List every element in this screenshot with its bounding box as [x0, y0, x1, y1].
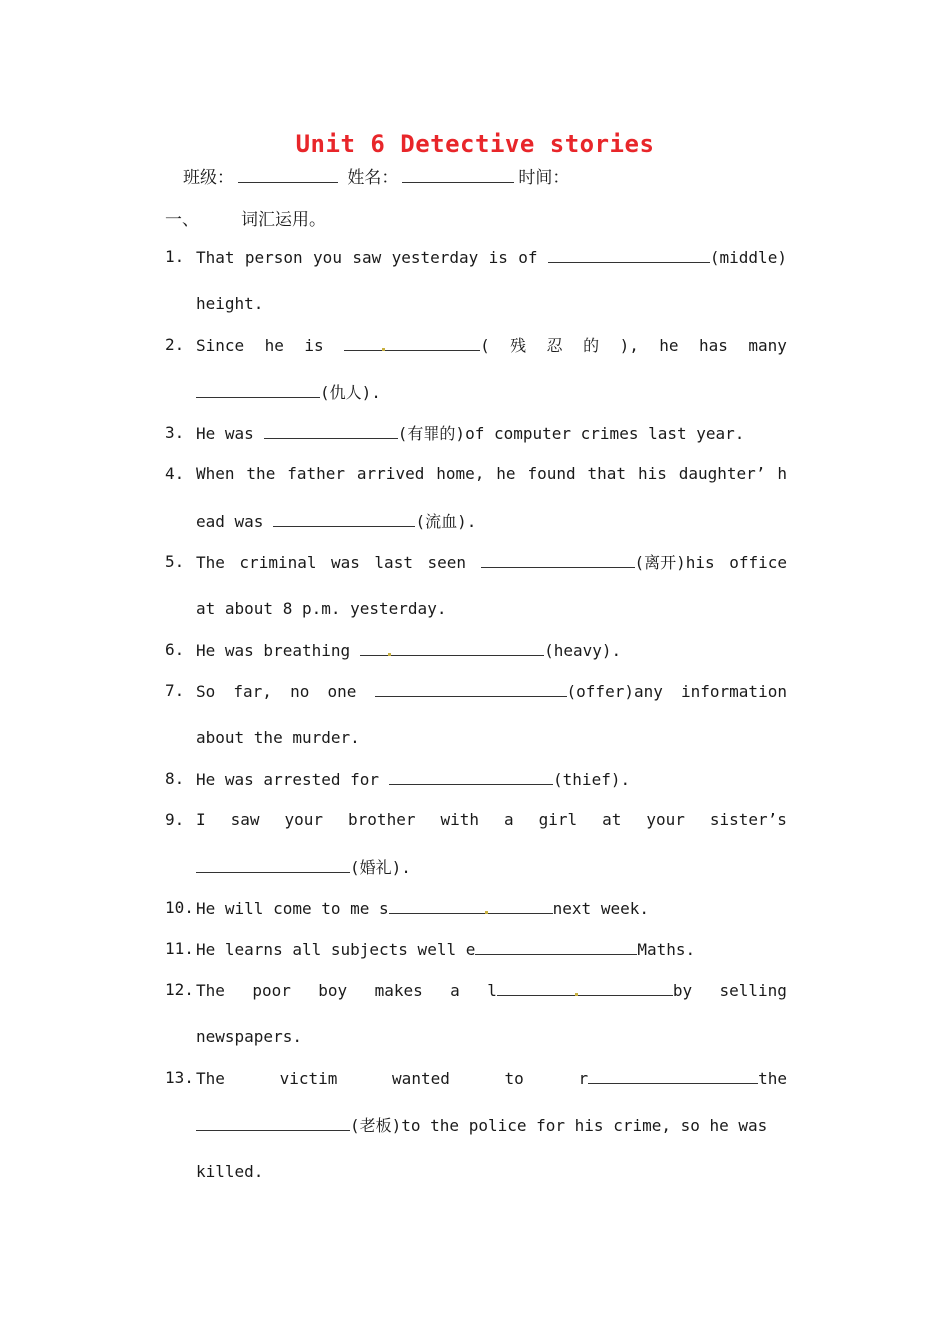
question-number: 9. [165, 810, 185, 829]
hint: (老板)to the police for his crime, so he was [350, 1116, 768, 1135]
continuation-text: at about 8 p.m. yesterday. [196, 599, 447, 618]
section-number: 一、 [165, 210, 199, 230]
word: a [503, 810, 514, 829]
word: he [264, 336, 284, 355]
section-title: 词汇运用。 [241, 210, 326, 230]
question-number: 8. [165, 769, 185, 788]
word: is [304, 336, 324, 355]
question-1 [165, 246, 787, 268]
continuation-text: about the murder. [196, 728, 360, 747]
hint: 的 [583, 336, 600, 355]
question-9 [165, 809, 787, 831]
question-number: 2. [165, 335, 185, 354]
answer-blank[interactable] [588, 1067, 758, 1084]
answer-blank[interactable] [497, 979, 673, 996]
word: brother [348, 810, 416, 829]
word: office [729, 553, 787, 572]
page-title: Unit 6 Detective stories [295, 130, 655, 158]
word: Since [196, 336, 245, 355]
speck [382, 348, 385, 351]
hint: (heavy). [544, 641, 622, 660]
word: The [196, 1069, 225, 1088]
question-6 [165, 639, 787, 661]
word: of [518, 248, 538, 267]
word: wanted [392, 1069, 450, 1088]
word: I [196, 810, 206, 829]
answer-blank[interactable] [548, 246, 710, 263]
prefix-text: He was [196, 424, 254, 443]
word: girl [538, 810, 578, 829]
continuation-text: height. [196, 294, 264, 313]
speck [388, 653, 391, 656]
question-3 [165, 422, 787, 444]
hint: (流血). [415, 512, 477, 531]
continuation-text: newspapers. [196, 1027, 302, 1046]
word: one [327, 682, 357, 701]
question-4 [165, 463, 787, 485]
hint: ( [480, 336, 490, 355]
word: far, [233, 682, 272, 701]
word: l [487, 981, 497, 1000]
question-number: 13. [165, 1068, 194, 1087]
word: he [496, 464, 516, 483]
word: The [196, 553, 225, 572]
word: daughter’ [678, 464, 766, 483]
question-7 [165, 680, 787, 702]
name-label: 姓名： [347, 168, 399, 188]
word: at [602, 810, 622, 829]
question-13 [165, 1067, 787, 1089]
hint: (仇人). [320, 383, 381, 402]
question-9-continued [165, 856, 787, 878]
answer-blank[interactable] [196, 381, 320, 398]
question-5-continued [165, 598, 787, 620]
word: that [587, 464, 627, 483]
answer-blank[interactable] [344, 334, 480, 351]
question-number: 10. [165, 898, 194, 917]
word: the [758, 1069, 787, 1088]
word: his [637, 464, 667, 483]
word: your [646, 810, 685, 829]
question-4-continued [165, 510, 787, 532]
word: no [290, 682, 310, 701]
answer-blank[interactable] [481, 551, 635, 568]
speck [485, 911, 488, 914]
question-7-continued [165, 727, 787, 749]
word: a [450, 981, 460, 1000]
answer-blank[interactable] [375, 680, 567, 697]
word: poor [252, 981, 291, 1000]
suffix-text: Maths. [637, 940, 696, 959]
word: the [246, 464, 276, 483]
question-10 [165, 897, 787, 919]
prefix-text: ead was [196, 512, 264, 531]
suffix-text: next week. [552, 899, 649, 918]
hint: (婚礼). [350, 858, 411, 877]
hint: 忍 [546, 336, 563, 355]
word: found [527, 464, 576, 483]
hint: (middle) [709, 248, 787, 267]
question-11 [165, 938, 787, 960]
word: to [504, 1069, 524, 1088]
word: boy [318, 981, 348, 1000]
question-number: 7. [165, 681, 185, 700]
word: seen [427, 553, 466, 572]
question-13-continued [165, 1114, 787, 1136]
hint: (离开)his [634, 553, 715, 572]
answer-blank[interactable] [475, 938, 637, 955]
word: victim [279, 1069, 338, 1088]
answer-blank[interactable] [360, 639, 544, 656]
word: saw [352, 248, 382, 267]
hint: (有罪的)of computer crimes last year. [397, 424, 745, 443]
word: saw [230, 810, 260, 829]
word: selling [719, 981, 787, 1000]
answer-blank[interactable] [273, 510, 415, 527]
word: many [748, 336, 787, 355]
hint: (thief). [553, 770, 631, 789]
class-label: 班级： [183, 168, 234, 188]
word: your [284, 810, 324, 829]
section-heading [165, 205, 326, 230]
class-blank[interactable] [238, 168, 338, 183]
word: makes [374, 981, 423, 1000]
word: sister’s [709, 810, 787, 829]
question-1-continued [165, 293, 787, 315]
question-8 [165, 768, 787, 790]
word: was [331, 553, 360, 572]
word: criminal [239, 553, 317, 572]
hint: (offer)any [566, 682, 663, 701]
question-number: 5. [165, 552, 185, 571]
prefix-text: He was breathing [196, 641, 351, 660]
prefix-text: He learns all subjects well e [196, 940, 476, 959]
answer-blank[interactable] [389, 897, 553, 914]
word: he [659, 336, 679, 355]
word: h [777, 464, 787, 483]
question-number: 4. [165, 464, 185, 483]
prefix-text: He was arrested for [196, 770, 380, 789]
question-13-continued-2 [165, 1161, 787, 1183]
student-info-line [183, 163, 569, 188]
question-12-continued [165, 1026, 787, 1048]
word: by [672, 981, 693, 1000]
word: father [287, 464, 346, 483]
answer-blank[interactable] [389, 768, 553, 785]
word: That [196, 248, 235, 267]
question-2 [165, 334, 787, 356]
answer-blank[interactable] [196, 1114, 350, 1131]
question-number: 6. [165, 640, 185, 659]
word: home, [436, 464, 485, 483]
question-number: 1. [165, 247, 185, 266]
word: has [699, 336, 728, 355]
name-blank[interactable] [402, 168, 514, 183]
answer-blank[interactable] [264, 422, 398, 439]
word: is [488, 248, 508, 267]
question-5 [165, 551, 787, 573]
question-12 [165, 979, 787, 1001]
word: So [196, 682, 216, 701]
continuation-text: killed. [196, 1162, 264, 1181]
word: When [196, 464, 235, 483]
hint: 残 [510, 336, 527, 355]
word: information [681, 682, 787, 701]
question-2-continued [165, 381, 787, 403]
hint: ), [619, 336, 639, 355]
question-number: 11. [165, 939, 194, 958]
word: arrived [356, 464, 425, 483]
word: you [313, 248, 342, 267]
answer-blank[interactable] [196, 856, 350, 873]
word: with [440, 810, 479, 829]
word: last [374, 553, 413, 572]
word: yesterday [391, 248, 479, 267]
prefix-text: He will come to me s [196, 899, 389, 918]
question-number: 12. [165, 980, 194, 999]
speck [575, 993, 578, 996]
word: The [196, 981, 225, 1000]
time-label: 时间： [518, 168, 570, 188]
question-number: 3. [165, 423, 185, 442]
word: r [578, 1069, 589, 1088]
word: person [244, 248, 303, 267]
